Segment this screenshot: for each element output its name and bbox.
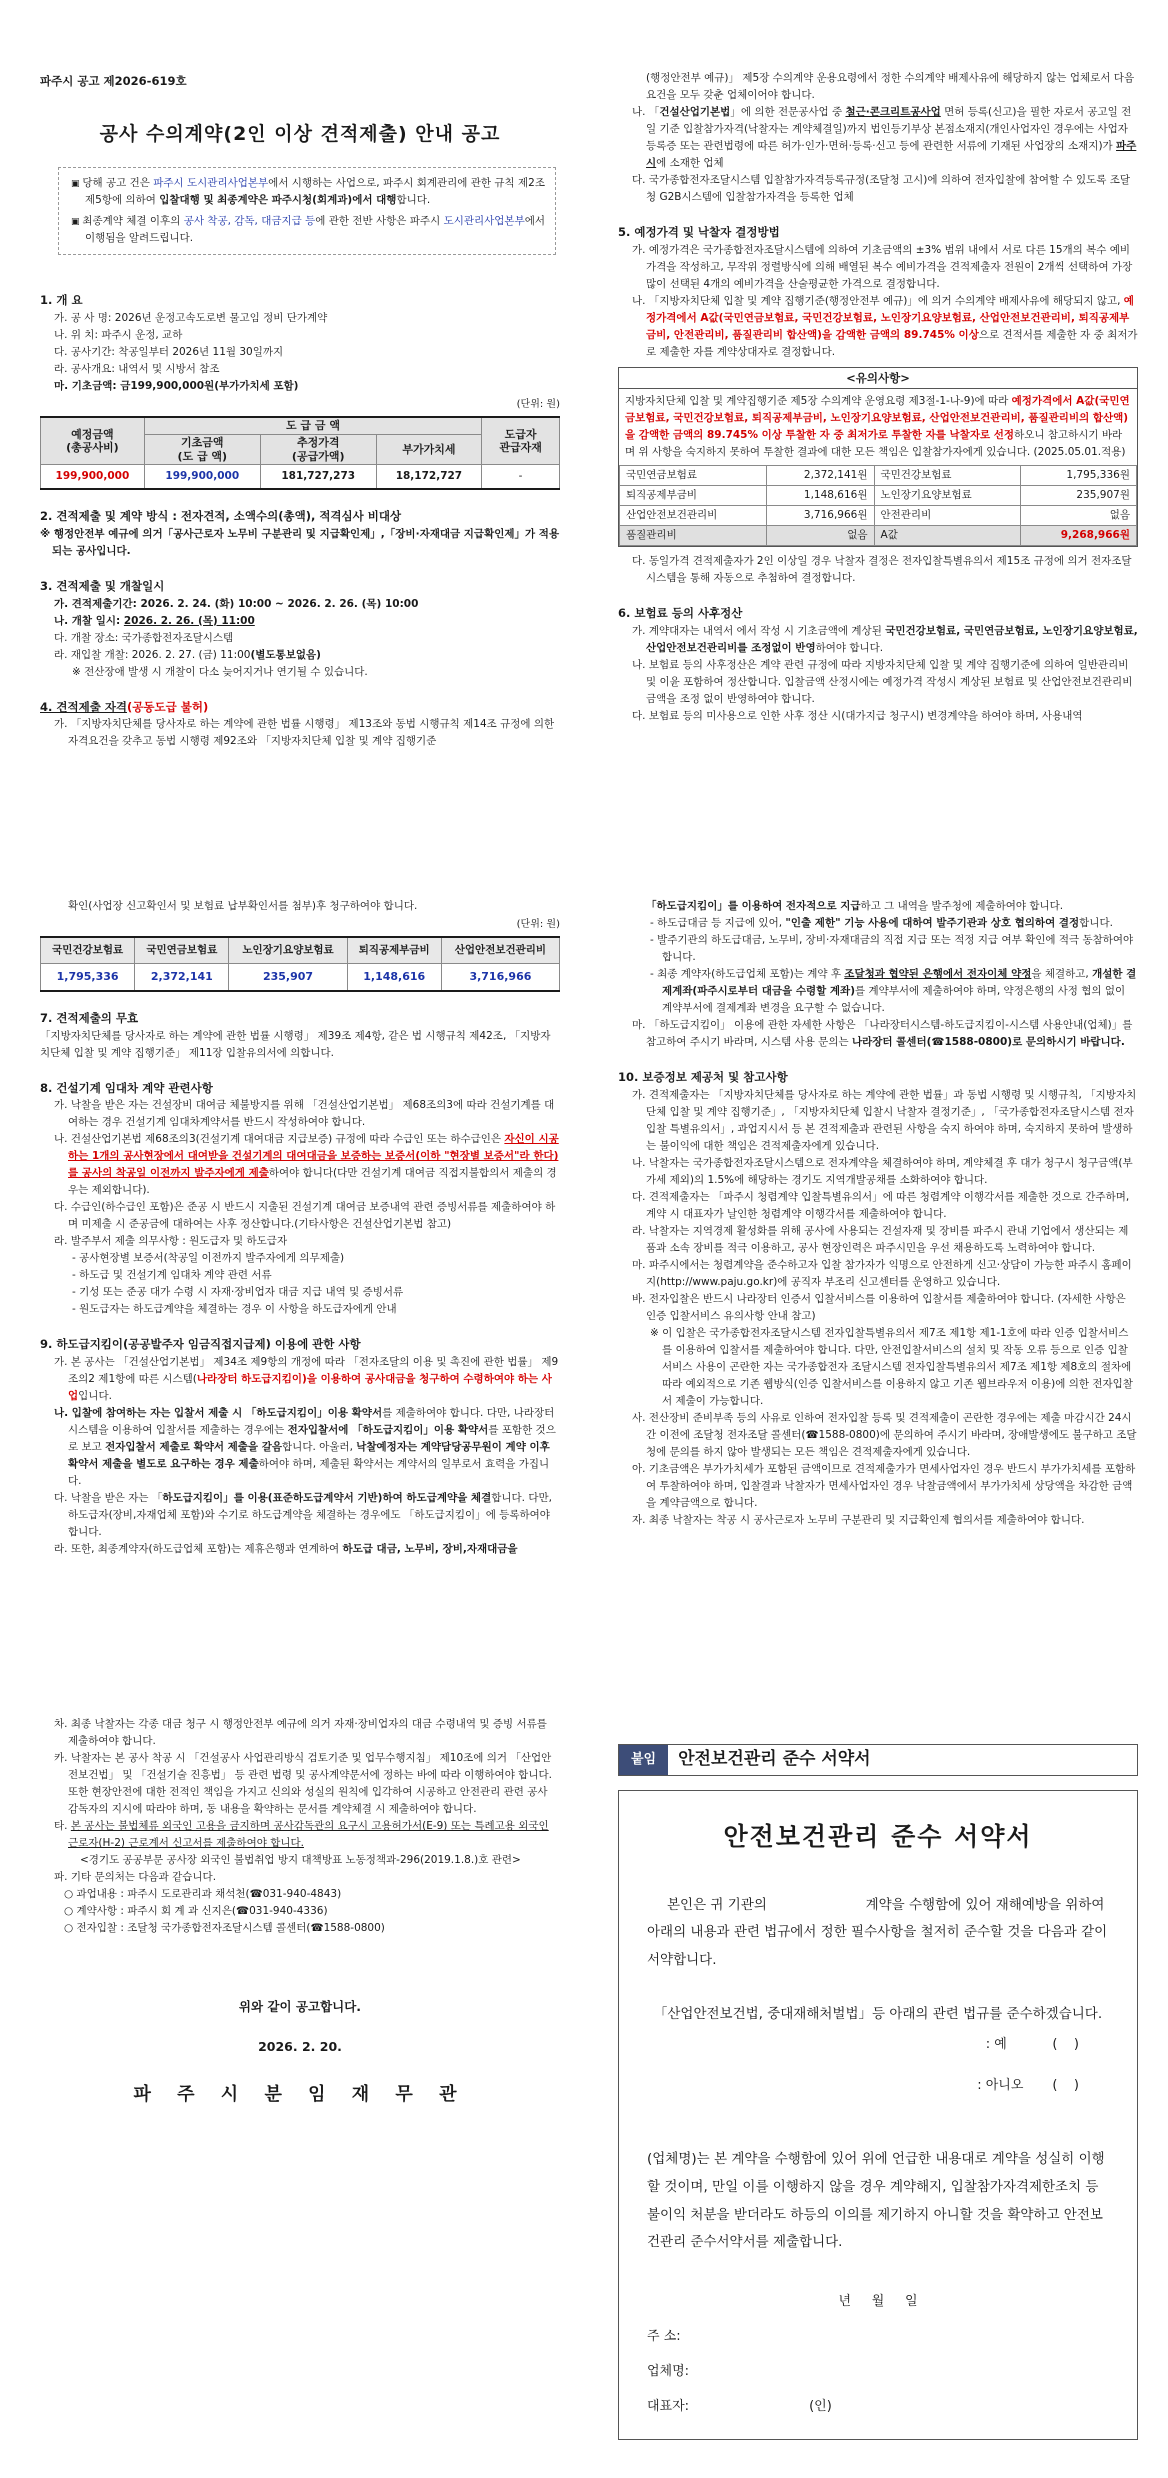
reference-note: ※ 이 입찰은 국가종합전자조달시스템 전자입찰특별유의서 제7조 제1항 제1-1호에 따라 인증 입찰서비스를 이용하여 입찰서를 제출하여야 합니다. 다만, 안전입찰서비스의 설치 및 작동 오류 등으로 인증 입찰서비스 사용이 곤란한 자는 국가종합전자 조달시스템 전자입찰특별유의서 제7조 제1항 제8호의 절차에 따라 예외적으로 기존 웹방식(인증 입찰서비스를 이용하지 않고 기존 웹브라우저 이용)에 의한 전자입찰서 제출이 가능합니다.	[650, 1326, 1133, 1407]
settlement-a: 가. 계약대자는 내역서 에서 작성 시 기초금액에 계상된 국민건강보험료, 국민연금보험료, 노인장기요양보험료, 산업안전보건관리비를 조정없이 반영하여야 합니다.	[632, 624, 1138, 654]
rebid-opening: 라. 재입찰 개찰: 2026. 2. 27. (금) 11:00(별도통보없음)	[54, 648, 321, 661]
pledge-paragraph-1: 본인은 귀 기관의 계약을 수행함에 있어 재해예방을 위하여 아래의 내용과 관련 법규에서 정한 필수사항을 철저히 준수할 것을 다음과 같이 서약합니다.	[647, 1896, 1112, 1968]
notice-number: 파주시 공고 제2026-619호	[40, 74, 187, 88]
fee-value: 2,372,141원	[766, 466, 874, 486]
insurance-header: 노인장기요양보험료	[229, 937, 347, 964]
subcontract-note-2: - 발주기관의 하도급대금, 노무비, 장비·자재대금의 직접 지급 또는 적정 지급 여부 확인에 적극 동참하여야 합니다.	[650, 934, 1134, 963]
subcontract-e: 마. 「하도급지킴이」 이용에 관한 자세한 사항은 「나라장터시스템-하도급지킴이-시스템 사용안내(업체)」를 참고하여 주시기 바라며, 시스템 사용 문의는 나라장터 콜센터(☎1588-0800)로 문의하시기 바랍니다.	[632, 1019, 1133, 1048]
reference-i: 자. 최종 낙찰자는 착공 시 공사근로자 노무비 구분관리 및 지급확인제 협의서를 제출하여야 합니다.	[632, 1513, 1085, 1526]
pledge-paragraph-2: 「산업안전보건법, 중대재해처벌법」등 아래의 관련 법규를 준수하겠습니다.	[653, 2005, 1103, 2022]
qualification-c: 다. 국가종합전자조달시스템 입찰참가자격등록규정(조달청 고시)에 의하여 전자입찰에 참여할 수 있도록 조달청 G2B시스템에 입찰참가자격을 등록한 업체	[632, 174, 1131, 203]
fee-label: 국민건강보험료	[874, 466, 1021, 486]
fee-value: 1,148,616원	[766, 486, 874, 506]
equipment-a: 가. 낙찰을 받은 자는 건설장비 대여금 체불방지를 위해 「건설산업기본법」 제68조의3에 따라 건설기계를 대여하는 경우 건설기계 임대차계약서를 반드시 작성하여야 합니다.	[54, 1099, 555, 1129]
col-header-base: 기초금액 (도 급 액)	[144, 434, 260, 465]
section-10-heading: 10. 보증정보 제공처 및 참고사항	[618, 1070, 788, 1084]
fee-row	[620, 506, 1137, 526]
page-2	[0, 880, 1168, 1660]
col-header-contract-group: 도 급 금 액	[144, 417, 481, 434]
page2-right-column	[618, 880, 1138, 1529]
reference-b: 나. 낙찰자는 국가종합전자조달시스템으로 전자계약을 체결하여야 하며, 계약체결 후 대가 청구시 청구금액(부가세 제외)의 1.5%에 해당하는 경기도 지역개발공채를 소화하여야 합니다.	[632, 1156, 1133, 1186]
reference-g: 사. 전산장비 준비부족 등의 사유로 인하여 전자입찰 등록 및 견적제출이 곤란한 경우에는 제출 마감시간 24시간 이전에 조달청 전자조달 콜센터(☎1588-0800)에 문의하여 주시기 바라며, 장애발생에도 불구하고 조달청에 문의를 하지 않아 발생되는 모든 책임은 견적제출자에게 있습니다.	[632, 1411, 1137, 1458]
page-1	[0, 0, 1168, 880]
reference-c: 다. 견적제출자는 「파주시 청렴계약 입찰특별유의서」에 따른 청렴계약 이행각서를 제출한 것으로 간주하며, 계약 시 대표자가 날인한 청렴계약 이행각서를 제출하여야 합니다.	[632, 1190, 1130, 1220]
page3-right-column	[618, 1660, 1138, 2440]
insurance-header: 국민연금보험료	[135, 937, 229, 964]
equipment-c: 다. 수급인(하수급인 포함)은 준공 시 반드시 지출된 건설기계 대여금 보증내역 관련 증빙서류를 제출하여야 하며 미제출 시 준공금에 대하여는 사후 정산합니다.(기타사항은 건설산업기본법 참고)	[54, 1201, 556, 1231]
opening-note: ※ 전산장애 발생 시 개찰이 다소 늦어지거나 연기될 수 있습니다.	[72, 665, 368, 678]
reference-f: 바. 전자입찰은 반드시 나라장터 인증서 입찰서비스를 이용하여 입찰서를 제출하여야 합니다. (자세한 사항은 인증 입찰서비스 유의사항 안내 참고)	[632, 1292, 1126, 1322]
section-2-note: ※ 행정안전부 예규에 의거「공사근로자 노무비 구분관리 및 지급확인제」,「장비·자재대금 지급확인제」가 적용되는 공사입니다.	[40, 528, 560, 558]
page1-right-column	[618, 0, 1138, 725]
fee-label: 퇴직공제부금비	[620, 486, 767, 506]
insurance-header: 퇴직공제부금비	[347, 937, 441, 964]
list-item: - 기성 또는 준공 대가 수령 시 자재·장비업자 대금 지급 내역 및 증빙서류	[72, 1286, 404, 1299]
opening-date: 나. 개찰 일시: 2026. 2. 26. (목) 11:00	[54, 614, 255, 627]
cell-vat: 18,172,727	[376, 465, 481, 490]
choice-yes[interactable]: : 예 ( )	[985, 2037, 1079, 2053]
notice-box	[58, 167, 556, 255]
equipment-d: 라. 발주부서 제출 의무사항 : 원도급자 및 하도급자	[54, 1235, 288, 1248]
pledge-paragraph-3: (업체명)는 본 계약을 수행함에 있어 위에 언급한 내용대로 계약을 성실히 이행할 것이며, 만일 이를 이행하지 않을 경우 계약해지, 입찰참가자격제한조치 등 불이익 처분을 받더라도 하등의 이의를 제기하지 아니할 것을 확약하고 안전보건관리 준수서약서를 제출합니다.	[647, 2151, 1105, 2251]
settlement-c: 다. 보험료 등의 미사용으로 인한 사후 정산 시(대가지급 청구시) 변경계약을 하여야 하며, 사용내역	[632, 709, 1083, 722]
insurance-value: 3,716,966	[441, 964, 559, 991]
section-6-heading: 6. 보험료 등의 사후정산	[618, 606, 743, 621]
opening-place: 다. 개찰 장소: 국가종합전자조달시스템	[54, 631, 234, 644]
fee-value: 3,716,966원	[766, 506, 874, 526]
fee-label: 안전관리비	[874, 506, 1021, 526]
project-overview: 라. 공사개요: 내역서 및 시방서 참조	[54, 363, 220, 376]
pledge-header-title: 안전보건관리 준수 서약서	[678, 1749, 871, 1770]
unit-label: (단위: 원)	[516, 399, 560, 411]
settlement-c-cont: 확인(사업장 신고확인서 및 보험료 납부확인서를 첨부)후 청구하여야 합니다.	[68, 900, 418, 912]
fee-value: 235,907원	[1021, 486, 1137, 506]
caution-title: <유의사항>	[619, 368, 1137, 390]
col-header-materials: 도급자 관급자재	[482, 417, 560, 465]
unit-label: (단위: 원)	[516, 919, 560, 930]
contact-item: ○ 과업내용 : 파주시 도로관리과 채석천(☎031-940-4843)	[64, 1888, 342, 1900]
square-bullet-icon: ▣	[71, 217, 83, 228]
item-ka: 카. 낙찰자는 본 공사 착공 시 「건설공사 사업관리방식 검토기준 및 업무수행지침」 제10조에 의거 「산업안전보건법」 및 「건설기술 진흥법」 등 관련 법령 및 공사계약문서에 정하는 바에 따라 이행하여야 합니다. 또한 현장안전에 대한 전적인 책임을 가지고 신의와 성실의 원칙에 입각하여 시공하고 안전관리 관련 공사 감독자의 지시에 따라야 하며, 동 내용을 확약하는 문서를 계약체결 시 제출하여야 합니다.	[54, 1752, 552, 1815]
reference-d: 라. 낙찰자는 지역경제 활성화를 위해 공사에 사용되는 건설자재 및 장비를 파주시 관내 기업에서 생산되는 제품과 소속 장비를 적극 이용하고, 공사 현장인력은 파주시민을 우선 채용하도록 노력하여야 합니다.	[632, 1224, 1129, 1254]
subcontract-note-1: - 하도급대금 등 지급에 있어, "인출 제한" 기능 사용에 대하여 발주기관과 상호 협의하여 결정합니다.	[650, 917, 1113, 929]
section-9-heading: 9. 하도급지킴이(공공발주자 임금직접지급제) 이용에 관한 사항	[40, 1337, 361, 1352]
item-ta: 타. 본 공사는 불법체류 외국인 고용을 금지하며 공사감독관의 요구시 고용허가서(E-9) 또는 특례고용 외국인 근로자(H-2) 근로계서 신고서를 제출하여야 합니다.	[54, 1820, 549, 1849]
closing-text: 위와 같이 공고합니다.	[238, 1999, 362, 2014]
qualification-a: 가. 「지방자치단체를 당사자로 하는 계약에 관한 법률 시행령」 제13조와 동법 시행규칙 제14조 규정에 의한 자격요건을 갖추고 동법 시행령 제92조와 「지방자치단체 입찰 및 계약 집행기준	[54, 718, 555, 748]
fee-value: 없음	[1021, 506, 1137, 526]
fee-row	[620, 526, 1137, 546]
contact-item: ○ 전자입찰 : 조달청 국가종합전자조달시스템 콜센터(☎1588-0800)	[64, 1922, 385, 1934]
section-3-heading: 3. 견적제출 및 개찰일시	[40, 579, 165, 594]
item-pa: 파. 기타 문의처는 다음과 같습니다.	[54, 1871, 217, 1883]
tie-break-rule: 다. 동일가격 견적제출자가 2인 이상일 경우 낙찰자 결정은 전자입찰특별유의서 제15조 규정에 의거 전자조달시스템을 통해 자동으로 추첨하여 결정합니다.	[632, 555, 1132, 585]
price-method-b: 나. 「지방자치단체 입찰 및 계약 집행기준(행정안전부 예규)」에 의거 수의계약 배제사유에 해당되지 않고, 예정가격에서 A값(국민연금보험료, 국민건강보험료, 노인장기요양보험료, 산업안전보건관리비, 퇴직공제부금비, 안전관리비, 품질관리비 합산액)을 감액한 금액의 89.745% 이상으로 견적서를 제출한 자 중 최저가로 제출한 자를 계약상대자로 결정합니다.	[632, 294, 1138, 358]
col-header-vat: 부가가치세	[376, 434, 481, 465]
submit-period: 가. 견적제출기간: 2026. 2. 24. (화) 10:00 ~ 2026. 2. 26. (목) 10:00	[54, 597, 419, 610]
seal-mark: (인)	[809, 2399, 832, 2415]
insurance-value: 1,148,616	[347, 964, 441, 991]
item-cha: 차. 최종 낙찰자는 각종 대금 청구 시 행정안전부 예규에 의거 자재·장비업자의 대금 수령내역 및 증빙 서류를 제출하여야 합니다.	[54, 1718, 547, 1747]
reference-e: 마. 파주시에서는 청렴계약을 준수하고자 입찰 참가자가 익명으로 안전하게 신고·상담이 가능한 파주시 홈페이지(http://www.paju.go.kr)에 공직자 부조리 신고센터를 운영하고 있습니다.	[632, 1258, 1132, 1288]
square-bullet-icon: ▣	[71, 179, 83, 190]
section-1-heading: 1. 개 요	[40, 293, 83, 308]
col-header-supply: 추정가격 (공급가액)	[260, 434, 376, 465]
insurance-value: 2,372,141	[135, 964, 229, 991]
notice-date: 2026. 2. 20.	[258, 2039, 342, 2055]
fee-label: A값	[874, 526, 1021, 546]
caution-box	[618, 367, 1138, 548]
project-period: 다. 공사기간: 착공일부터 2026년 11월 30일까지	[54, 346, 284, 359]
amount-table	[40, 416, 560, 490]
cell-supply: 181,727,273	[260, 465, 376, 490]
qualification-a-cont: (행정안전부 예규)」 제5장 수의계약 운용요령에서 정한 수의계약 배제사유에 해당하지 않는 업체로서 다음 요건을 모두 갖춘 업체이어야 합니다.	[646, 72, 1135, 101]
settlement-b: 나. 보험료 등의 사후정산은 계약 관련 규정에 따라 지방자치단체 입찰 및 계약 집행기준에 의하여 일반관리비 및 이윤 포함하여 정산합니다. 입찰금액 산정시에는 예정가격 작성시 계상된 보험료 및 산업안전보건관리비 금액을 조정 없이 반영하여야 합니다.	[632, 658, 1133, 705]
pledge-date: 년 월 일	[838, 2293, 918, 2309]
reference-a: 가. 견적제출자는 「지방자치단체를 당사자로 하는 계약에 관한 법률」과 동법 시행령 및 시행규칙, 「지방자치단체 입찰 및 계약 집행기준」, 「지방자치단체 입찰시 낙찰자 결정기준」, 「국가종합전자조달시스템 전자입찰 특별유의서」, 과업지시서 등 본 견적제출과 관련된 사항을 숙지 하여야 하며, 숙지하지 못하여 발생하는 불이익에 대한 책임은 견적제출자에게 있습니다.	[632, 1088, 1137, 1152]
col-header-estimated: 예정금액 (총공사비)	[41, 417, 145, 465]
fee-value: 없음	[766, 526, 874, 546]
subcontract-a: 가. 본 공사는 「건설산업기본법」 제34조 제9항의 개정에 따라 「전자조달의 이용 및 촉진에 관한 법률」 제9조의2 제1항에 따른 시스템(나라장터 하도급지킴이)을 이용하여 공사대금을 청구하여 수령하여야 하는 사업입니다.	[54, 1355, 559, 1402]
pledge-title: 안전보건관리 준수 서약서	[723, 1822, 1033, 1851]
fee-table	[619, 465, 1137, 546]
price-method-a: 가. 예정가격은 국가종합전자조달시스템에 의하여 기초금액의 ±3% 범위 내에서 서로 다른 15개의 복수 예비가격을 작성하고, 무작위 정렬방식에 의해 배열된 복수 예비가격을 견적제출자 전원이 2개씩 선택하여 가장 많이 선택된 4개의 예비가격을 산술평균한 가격으로 결정합니다.	[632, 243, 1133, 290]
subcontract-c: 다. 낙찰을 받은 자는 「하도급지킴이」를 이용(표준하도급계약서 기반)하여 하도급계약을 체결합니다. 다만, 하도급자(장비,자재업체 포함)와 수기로 하도급계약을 체결하는 경우에도 「하도급지킴이」에 등록하여야 합니다.	[54, 1491, 552, 1538]
fee-row	[620, 466, 1137, 486]
list-item: - 하도급 및 건설기계 임대차 계약 관련 서류	[72, 1269, 272, 1282]
page-3	[0, 1660, 1168, 2478]
subcontract-b: 나. 입찰에 참여하는 자는 입찰서 제출 시 「하도급지킴이」이용 확약서를 제출하여야 합니다. 다만, 나라장터시스템을 이용하여 입찰서를 제출하는 경우에는 전자입찰서에 「하도급지킴이」이용 확약서를 포함한 것으로 보고 전자입찰서 제출로 확약서 제출을 갈음합니다. 아울러, 낙찰예정자는 계약담당공무원이 계약 이후 확약서 제출을 별도로 요구하는 경우 제출하여야 하며, 제출된 확약서는 계약서의 일부로서 효력을 가집니다.	[54, 1406, 556, 1487]
issuer-signature: 파 주 시 분 임 재 무 관	[133, 2083, 467, 2105]
fee-label: 국민연금보험료	[620, 466, 767, 486]
attachment-tag: 붙임	[619, 1745, 668, 1775]
fee-label: 품질관리비	[620, 526, 767, 546]
base-amount: 마. 기초금액: 금199,900,000원(부가가치세 포함)	[54, 380, 299, 393]
subcontract-d: 라. 또한, 최종계약자(하도급업체 포함)는 제휴은행과 연계하여 하도급 대금, 노무비, 장비,자재대금을	[54, 1542, 518, 1555]
fee-label: 산업안전보건관리비	[620, 506, 767, 526]
page2-left-column	[40, 880, 560, 1558]
fee-row	[620, 486, 1137, 506]
equipment-b: 나. 건설산업기본법 제68조의3(건설기계 대여대금 지급보증) 규정에 따라 수급인 또는 하수급인은 자신이 시공하는 1개의 공사현장에서 대여받을 건설기계의 대여대금을 보증하는 보증서(이하 "현장별 보증서"라 한다)를 공사의 착공일 이전까지 발주자에게 제출하여야 합니다(다만 건설기계 대여금 직접지불합의서 제출의 경우는 제외합니다).	[54, 1133, 559, 1197]
insurance-value: 1,795,336	[41, 964, 135, 991]
pledge-header	[618, 1744, 1138, 1776]
section-2-heading: 2. 견적제출 및 계약 방식 : 전자견적, 소액수의(총액), 적격심사 비대상	[40, 509, 402, 524]
fee-value: 9,268,966원	[1021, 526, 1137, 546]
list-item: - 공사현장별 보증서(착공일 이전까지 발주자에게 의무제출)	[72, 1252, 345, 1265]
page1-left-column	[40, 0, 560, 750]
notice-line-2: ▣ 최종계약 체결 이후의 공사 착공, 감독, 대금지급 등에 관한 전반 사항은 파주시 도시관리사업본부에서 이행됨을 알려드립니다.	[71, 215, 546, 245]
reference-h: 아. 기초금액은 부가가치세가 포함된 금액이므로 견적제출가가 면세사업자인 경우 반드시 부가가치세를 포함하여 투찰하여야 하며, 입찰결과 낙찰자가 면세사업자인 경우 낙찰금액에서 부가가치세 상당액을 차감한 금액을 계약금액으로 합니다.	[632, 1462, 1136, 1509]
cell-base: 199,900,000	[144, 465, 260, 490]
cell-estimated: 199,900,000	[41, 465, 145, 490]
address-field[interactable]: 주 소:	[647, 2329, 681, 2345]
fee-value: 1,795,336원	[1021, 466, 1137, 486]
contact-list	[40, 1886, 560, 1937]
section-7-heading: 7. 견적제출의 무효	[40, 1011, 139, 1025]
document-title: 공사 수의계약(2인 이상 견적제출) 안내 공고	[99, 122, 501, 145]
fee-label: 노인장기요양보험료	[874, 486, 1021, 506]
qualification-b: 나. 「건설산업기본법」에 의한 전문공사업 중 철근·콘크리트공사업 면허 등록(신고)을 필한 자로서 공고일 전일 기준 입찰참가자격(낙찰자는 계약체결일)까지 법인등기부상 본점소재지(개인사업자인 경우에는 사업자등록증 또는 관련법령에 따른 허가·인가·면허·등록·신고 등에 관련한 서류에 기재된 사업장의 소재지)가 파주시에 소재한 업체	[632, 106, 1137, 169]
caution-body: 지방자치단체 입찰 및 계약집행기준 제5장 수의계약 운영요령 제3절-1-나-9)에 따라 예정가격에서 A값(국민연금보험료, 국민건강보험료, 퇴직공제부금비, 노인장기요양보험료, 산업안전보건관리비, 품질관리비의 합산액)을 감액한 금액의 89.745% 이상 투찰한 자 중 최저가로 투찰한 자를 낙찰자로 선정하오니 참고하시기 바라며 위 사항을 숙지하지 못하여 투찰한 결과에 대한 모든 책임은 입찰참가자에게 있습니다. (2025.05.01.적용)	[625, 395, 1130, 459]
project-location: 나. 위 치: 파주시 운정, 교하	[54, 329, 183, 342]
contact-item: ○ 계약사항 : 파주시 회 계 과 신지은(☎031-940-4336)	[64, 1905, 328, 1917]
representative-field[interactable]: 대표자: (인)	[647, 2399, 832, 2415]
project-name: 가. 공 사 명: 2026년 운정고속도로변 물고임 정비 단가계약	[54, 312, 328, 325]
choice-no[interactable]: : 아니오 ( )	[977, 2078, 1079, 2094]
section-8-heading: 8. 건설기계 임대차 계약 관련사항	[40, 1080, 213, 1095]
list-item: - 원도급자는 하도급계약을 체결하는 경우 이 사항을 하도급자에게 안내	[72, 1303, 397, 1316]
insurance-value: 235,907	[229, 964, 347, 991]
invalid-rule: 「지방자치단체를 당사자로 하는 계약에 관한 법률 시행령」 제39조 제4항, 같은 법 시행규칙 제42조, 「지방자치단체 입찰 및 계약 집행기준」 제11장 입찰유의서에 의합니다.	[40, 1029, 551, 1059]
page3-left-column	[40, 1660, 560, 2109]
insurance-header: 산업안전보건관리비	[441, 937, 559, 964]
notice-line-1: ▣ 당해 공고 건은 파주시 도시관리사업본부에서 시행하는 사업으로, 파주시 회계관리에 관한 규칙 제2조 제5항에 의하여 입찰대행 및 최종계약은 파주시청(회계과)에서 대행합니다.	[71, 177, 545, 207]
equipment-d-list	[40, 1250, 560, 1318]
cell-materials: -	[482, 465, 560, 490]
company-field[interactable]: 업체명:	[647, 2364, 690, 2380]
subcontract-d-cont: 「하도급지킴이」를 이용하여 전자적으로 지급하고 그 내역을 발주청에 제출하여야 합니다.	[646, 900, 1064, 912]
item-ta-ref: <경기도 공공부문 공사장 외국인 불법취업 방지 대책방표 노동정책과-296(2019.1.8.)호 관련>	[80, 1854, 521, 1866]
insurance-header: 국민건강보험료	[41, 937, 135, 964]
pledge-form	[618, 1790, 1138, 2440]
subcontract-note-3: - 최종 계약자(하도급업체 포함)는 계약 후 조달청과 협약된 은행에서 전자이체 약정을 체결하고, 개설한 결제계좌(파주시로부터 대금을 수령할 계좌)를 계약부서에 제출하여야 하며, 약정은행의 사정 협의 없이 계약부서에 결제계좌 변경을 요구할 수 없습니다.	[650, 968, 1137, 1014]
section-4-heading: 4. 견적제출 자격(공동도급 불허)	[40, 699, 209, 714]
insurance-table	[40, 936, 560, 992]
section-5-heading: 5. 예정가격 및 낙찰자 결정방법	[618, 225, 780, 239]
